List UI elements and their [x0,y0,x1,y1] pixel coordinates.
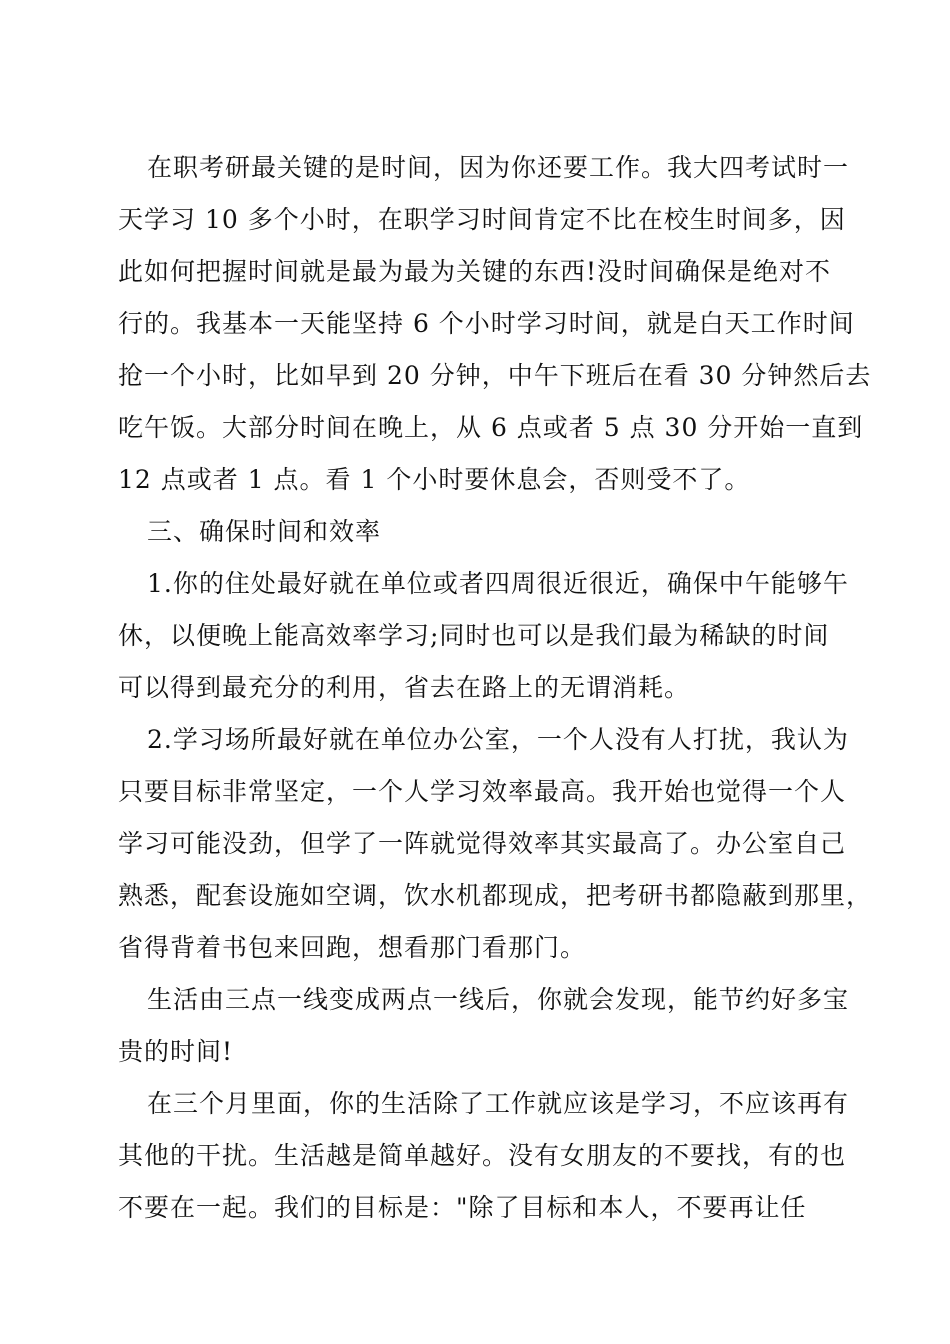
text-line: 熟悉，配套设施如空调，饮水机都现成，把考研书都隐蔽到那里， [118,881,873,910]
text-line: 省得背着书包来回跑，想看那门看那门。 [118,933,587,962]
text-line: 抢一个小时，比如早到 20 分钟，中午下班后在看 30 分钟然后去 [118,361,872,390]
text-line: 学习可能没劲，但学了一阵就觉得效率其实最高了。办公室自己 [118,829,847,858]
text-line: 在职考研最关键的是时间，因为你还要工作。我大四考试时一 [147,153,850,182]
text-line: 吃午饭。大部分时间在晚上，从 6 点或者 5 点 30 分开始一直到 [118,413,864,442]
text-line: 生活由三点一线变成两点一线后，你就会发现，能节约好多宝 [147,985,850,1014]
text-line: 2.学习场所最好就在单位办公室，一个人没有人打扰，我认为 [147,725,849,754]
text-line: 12 点或者 1 点。看 1 个小时要休息会，否则受不了。 [118,465,751,494]
text-line: 不要在一起。我们的目标是："除了目标和本人，不要再让任 [118,1193,807,1222]
text-line: 贵的时间! [118,1037,234,1066]
text-line: 只要目标非常坚定，一个人学习效率最高。我开始也觉得一个人 [118,777,847,806]
text-line: 此如何把握时间就是最为最为关键的东西!没时间确保是绝对不 [118,257,832,286]
text-line: 天学习 10 多个小时，在职学习时间肯定不比在校生时间多，因 [118,205,846,234]
section-heading: 三、确保时间和效率 [147,517,382,546]
text-line: 其他的干扰。生活越是简单越好。没有女朋友的不要找，有的也 [118,1141,847,1170]
text-line: 可以得到最充分的利用，省去在路上的无谓消耗。 [118,673,691,702]
text-line: 休，以便晚上能高效率学习;同时也可以是我们最为稀缺的时间 [118,621,830,650]
text-line: 在三个月里面，你的生活除了工作就应该是学习，不应该再有 [147,1089,850,1118]
text-line: 行的。我基本一天能坚持 6 个小时学习时间，就是白天工作时间 [118,309,855,338]
text-line: 1.你的住处最好就在单位或者四周很近很近，确保中午能够午 [147,569,849,598]
